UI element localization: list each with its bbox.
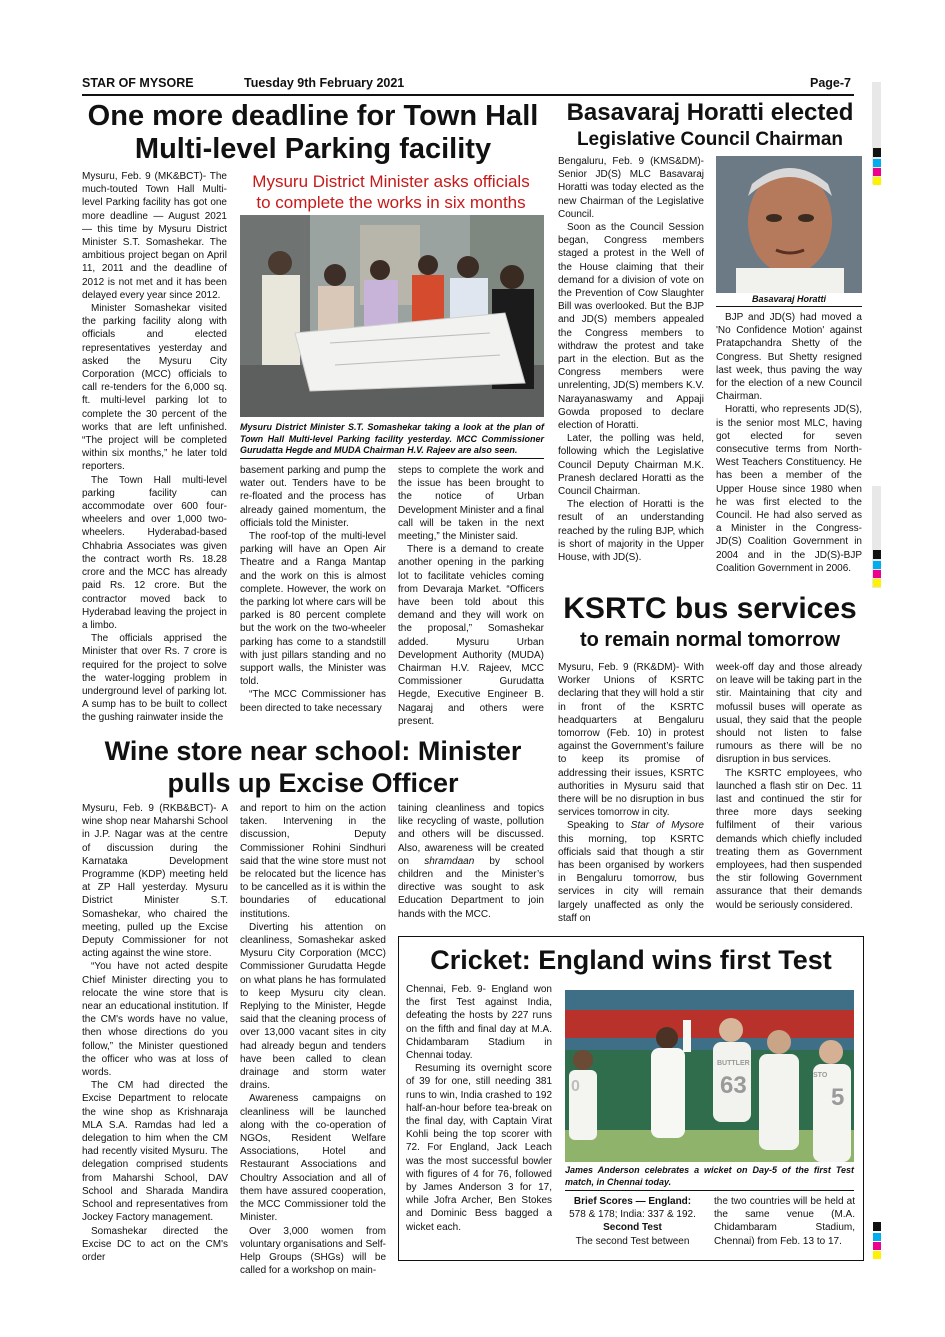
wine-col1-para: “You have not acted despite Chief Minister directing you to relocate the wine store that is near an educational institution. If the CM's words have no value, then whose directions do you follow,” the Minister questioned the officer who was at loss of words. [82, 961, 228, 1079]
wine-column-2 [240, 802, 386, 1277]
town-hall-col1-para: The officials apprised the Minister that over Rs. 7 crore is required for the project to solve the water-logging problem in underground level of parking lot. A sump has to be built to collect the gushing rainwater inside the [82, 633, 227, 724]
town-hall-col2-para: basement parking and pump the water out. Tenders have to be re-floated and the process has already gained momentum, the officials told the Minister. [240, 465, 386, 529]
cricket-column-2 [562, 1195, 703, 1255]
cricket-column-3 [714, 1195, 855, 1255]
cricket-caption-rule [565, 1190, 854, 1191]
ksrtc-col1-para-2 [558, 819, 704, 925]
town-hall-col2-para: “The MCC Commissioner has been directed to take necessary [240, 689, 386, 714]
horatti-col2-para: Horatti, who represents JD(S), is the senior most MLC, having got elected for seven consecutive terms from North-West Teachers Constituency. He has been a member of the Upper House since 1980 when he was first elected to the Council. He had also served as a Minister in the Congress- JD(S) Coalition Government in 2004 and in the JD(S)-BJP Coalition Government in 2006. [716, 404, 862, 574]
town-hall-headline-line2: Multi-level Parking facility [134, 133, 492, 165]
town-hall-col1-para: Minister Somashekar visited the parking facility along with officials and elected representatives yesterday and asked the Mysuru City Corporation (MCC) officials to call re-tenders for the 6,000 sq. ft. multi-level parking lot to complete the 30 percent of the works that are left unfinished. “The project will be completed within six months,” he later told reporters. [82, 303, 227, 473]
town-hall-subhead-line1: Mysuru District Minister asks officials [252, 172, 530, 191]
registration-mark-yellow [873, 177, 881, 185]
horatti-photo-art [716, 156, 862, 293]
jersey-number-3: 5 [831, 1084, 845, 1111]
horatti-col1-para: The election of Horatti is the result of an understanding reached by the ruling BJP, which is short of majority in the Upper House, with JD(S). [558, 499, 704, 564]
town-hall-col1-para: The Town Hall multi-level parking facility can accommodate over 600 four-wheelers and over 1,000 two-wheelers. Hyderabad-based Chhabria Associates was given the contract worth Rs. 18.28 crore and the MCC has already paid Rs. 12 crore. But the contractor moved back to Hyderabad leaving the project in a limbo. [82, 474, 227, 631]
ksrtc-col1-para: Mysuru, Feb. 9 (RK&DM)- With Worker Unions of KSRTC declaring that they will hold a stir in front of the KSRTC headquarters at Bengaluru tomorrow (Feb. 10) in protest against the Government’s failure to keep its promise of addressing their issues, KSRTC authorities in Mysuru said that there will be no disruption in bus services tomorrow in city. [558, 662, 704, 819]
wine-headline-line2: pulls up Excise Officer [167, 768, 459, 798]
cricket-photo [565, 990, 854, 1162]
town-hall-col1-para: Mysuru, Feb. 9 (MK&BCT)- The much-touted Town Hall Multi-level Parking facility has got one more deadline — August 2021 — this time by Mysuru District Minister S.T. Somashekar. The ambitious project began on April 11, 2011 and the deadline of 2012 is not met and it has been delayed every year since 2012. [82, 171, 227, 301]
town-hall-photo-art [240, 215, 544, 417]
wine-column-1 [82, 802, 228, 1268]
cricket-brief-scores-title: Brief Scores — England: [573, 1196, 692, 1207]
cricket-second-test-text: The second Test between [575, 1235, 690, 1247]
horatti-headline: Basavaraj Horatti elected [566, 99, 854, 126]
wine-col3-para [398, 802, 544, 921]
horatti-column-2 [716, 311, 862, 591]
wine-col3-b: by school children and the Minister’s directive was sought to ask Education Department to join hands with the MCC. [398, 855, 544, 920]
horatti-col1-para: Later, the polling was held, following which the Legislative Council Deputy Chairman M.K. Pranesh declared Horatti as the Council Chairman. [558, 433, 704, 498]
town-hall-column-3 [398, 464, 544, 732]
horatti-col2-para: BJP and JD(S) had moved a 'No Confidence Motion' against Pratapchandra Shetty of the Congress. But Shetty resigned last week, thus paving the way for the election of a new Council Chairman. [716, 312, 862, 403]
cricket-column-1 [406, 983, 552, 1253]
cricket-second-test-title: Second Test [603, 1222, 662, 1234]
wine-col3-a: taining cleanliness and topics like recycling of waste, pollution and others will be discussed. Also, awareness will be created on [398, 803, 544, 867]
town-hall-caption: Mysuru District Minister S.T. Somashekar taking a look at the plan of Town Hall Multi-level Parking facility yesterday. MCC Commissioner Gurudatta Hegde and MUDA Chairman H.V. Rajeev are also seen. [240, 422, 544, 456]
ksrtc-p2-a: Speaking to [567, 820, 631, 832]
town-hall-photo [240, 215, 544, 417]
ksrtc-column-1 [558, 661, 704, 929]
registration-mark-cyan-mid [873, 561, 881, 569]
registration-mark-magenta [873, 168, 881, 176]
horatti-caption-rule [716, 306, 862, 307]
wine-headline [82, 735, 544, 799]
town-hall-col2-para: The roof-top of the multi-level parking will have an Open Air Theatre and a Ranga Mantap and the work on this is almost complete. However, the work on the parking lot where cars will be parked is 80 percent complete but the work on the two-wheeler parking has come to a standstill with just pillars standing and no support walls, the Minister was told. [240, 531, 386, 688]
cricket-col1-para: Chennai, Feb. 9- England won the first Test against India, defeating the hosts by 227 runs on the fifth and final day at M.A. Chidambaram Stadium in Chennai today. [406, 984, 552, 1062]
cricket-caption: James Anderson celebrates a wicket on Day-5 of the first Test match, in Chennai today. [565, 1165, 854, 1187]
cricket-col1-para: Resuming its overnight score of 39 for one, still needing 381 runs to win, India crashed to 192 half-an-hour before tea-break on the final day, with Captain Virat Kohli being the top scorer with 72. For England, Jack Leach was the most successful bowler with figures of 4 for 76, followed by James Anderson 3 for 17, while Jofra Archer, Ben Stokes and Dominic Bess bagged a wicket each. [406, 1063, 552, 1233]
jersey-name-2: STO [813, 1072, 828, 1079]
horatti-column-1 [558, 155, 704, 590]
wine-headline-line1: Wine store near school: Minister [104, 736, 522, 766]
town-hall-subhead-line2: to complete the works in six months [256, 193, 526, 212]
town-hall-col3-para: There is a demand to create another opening in the parking lot to facilitate vehicles coming from Devaraja Market. “Officers have been told about this demand and they will work on the proposal,” Somashekar added. Mysuru Urban Development Authority (MUDA) Chairman H.V. Rajeev, MCC Commissioner Gurudatta Hegde, Executive Engineer B. Nagaraj and others were present. [398, 544, 544, 727]
masthead-paper: STAR OF MYSORE [82, 76, 194, 90]
town-hall-subhead [238, 171, 544, 213]
ksrtc-col2-para: The KSRTC employees, who launched a flash stir on Dec. 11 last and continued the stir for three more days seeking fulfilment of their various demands which chiefly included treating them as Government employees, had then suspended the stir following Government assurance that their demands would be seriously considered. [716, 767, 862, 911]
wine-col1-para: The CM had directed the Excise Department to relocate the wine shop as Krishnaraja MLA S.A. Ramdas had led a delegation to him when the CM had recently visited Mysuru. The delegation comprised students from Maharshi School, DAV School and Sharada Mandira School and representatives from Jockey Factory management. [82, 1080, 228, 1224]
wine-col3-italic: shramdaan [424, 855, 475, 867]
ksrtc-subhead: to remain normal tomorrow [579, 629, 841, 651]
town-hall-column-1 [82, 170, 227, 728]
cricket-headline: Cricket: England wins first Test [430, 945, 832, 975]
registration-mark-black [873, 148, 881, 157]
ksrtc-p2-b: this morning, top KSRTC officials said that though a stir has been organised by workers in Bengaluru tomorrow, bus services in city will remain largely unaffected as only the staff on [558, 833, 704, 924]
cricket-brief-scores: 578 & 178; India: 337 & 192. [569, 1209, 696, 1221]
horatti-subhead: Legislative Council Chairman [576, 129, 844, 150]
registration-mark-black-mid [873, 550, 881, 559]
town-hall-column-2 [240, 464, 386, 732]
ksrtc-col2-para: week-off day and those already on leave will be taking part in the stir. Maintaining that city and mofussil buses will operate as usual, they said that the people should not listen to false rumours as there will be no disruption in bus services. [716, 662, 862, 766]
registration-mark-magenta-mid [873, 570, 881, 578]
ksrtc-p2-italic: Star of Mysore [630, 820, 704, 832]
masthead-date: Tuesday 9th February 2021 [244, 76, 405, 90]
town-hall-caption-rule [240, 458, 544, 459]
horatti-col1-para: Bengaluru, Feb. 9 (KMS&DM)- Senior JD(S) MLC Basavaraj Horatti was today elected as the new Chairman of the Legislative Council. [558, 156, 704, 220]
registration-mark-cyan-bottom [873, 1233, 881, 1241]
registration-mark-magenta-bottom [873, 1242, 881, 1250]
wine-col2-para: Over 3,000 women from voluntary organisations and Self-Help Groups (SHGs) will be called for a workshop on main- [240, 1225, 386, 1277]
jersey-name-1: BUTTLER [717, 1060, 750, 1067]
masthead-rule [82, 94, 854, 96]
registration-mark-yellow-mid [873, 579, 881, 587]
cricket-photo-art [565, 990, 854, 1162]
horatti-caption: Basavaraj Horatti [751, 294, 827, 304]
registration-mark-yellow-bottom [873, 1251, 881, 1259]
jersey-number-1: 0 [571, 1078, 580, 1095]
jersey-number-2: 63 [720, 1072, 747, 1099]
town-hall-headline [82, 100, 544, 166]
wine-col2-para: and report to him on the action taken. Intervening in the discussion, Deputy Commissioner Rohini Sindhuri said that the wine store must not be relocated but the licence has to be cancelled as it is within the boundaries of educational institutions. [240, 803, 386, 920]
town-hall-headline-line1: One more deadline for Town Hall [87, 100, 539, 132]
wine-col1-para: Mysuru, Feb. 9 (RKB&BCT)- A wine shop near Maharshi School in J.P. Nagar was at the centre of discussion during the Karnataka Development Programme (KDP) meeting held at ZP Hall yesterday. Mysuru District Minister S.T. Somashekar, who chaired the meeting, pulled up the Excise Deputy Commissioner for not acting against the wine store. [82, 803, 228, 960]
town-hall-col3-para: steps to complete the work and the issue has been brought to the notice of Urban Development Minister and a final call will be taken in the next meeting,” the Minister said. [398, 465, 544, 543]
registration-mark-cyan [873, 159, 881, 167]
registration-mark-black-bottom [873, 1222, 881, 1231]
ksrtc-column-2 [716, 661, 862, 929]
wine-col2-para: Awareness campaigns on cleanliness will be launched along with the co-operation of NGOs, Resident Welfare Associations, Hotel and Restaurant Associations and Choultry Association and all of them have assured cooperation, the MCC Commissioner told the Minister. [240, 1093, 386, 1224]
horatti-col1-para: Soon as the Council Session began, Congress members staged a protest in the Well of the House claiming that their demand for a division of vote on the Prevention of Cow Slaughter Bill was overlooked. But the BJP and JD(S) members appealed the Congress members to withdraw the protest and take part in the election. But as the Congress members were unrelenting, JD(S) members K.V. Narayanaswamy and Appaji Gowda proposed to declare election of Horatti. [558, 222, 704, 432]
horatti-photo [716, 156, 862, 293]
cricket-col3-para: the two countries will be held at the same venue (M.A. Chidambaram Stadium, Chennai) from Feb. 13 to 17. [714, 1196, 855, 1247]
wine-column-3 [398, 802, 544, 932]
wine-col2-para: Diverting his attention on cleanliness, Somashekar asked Mysuru City Corporation (MCC) Commissioner Gurudatta Hegde on what plans he has formulated to keep Mysuru city clean. Replying to the Minister, Hegde said that the cleaning process of over 13,000 vacant sites in city had already begun and tenders have been called to clean drainage and storm water drains. [240, 921, 386, 1092]
wine-col1-para: Somashekar directed the Excise DC to act on the CM's order [82, 1225, 228, 1263]
masthead-page: Page-7 [810, 76, 851, 90]
ksrtc-headline: KSRTC bus services [563, 592, 857, 625]
